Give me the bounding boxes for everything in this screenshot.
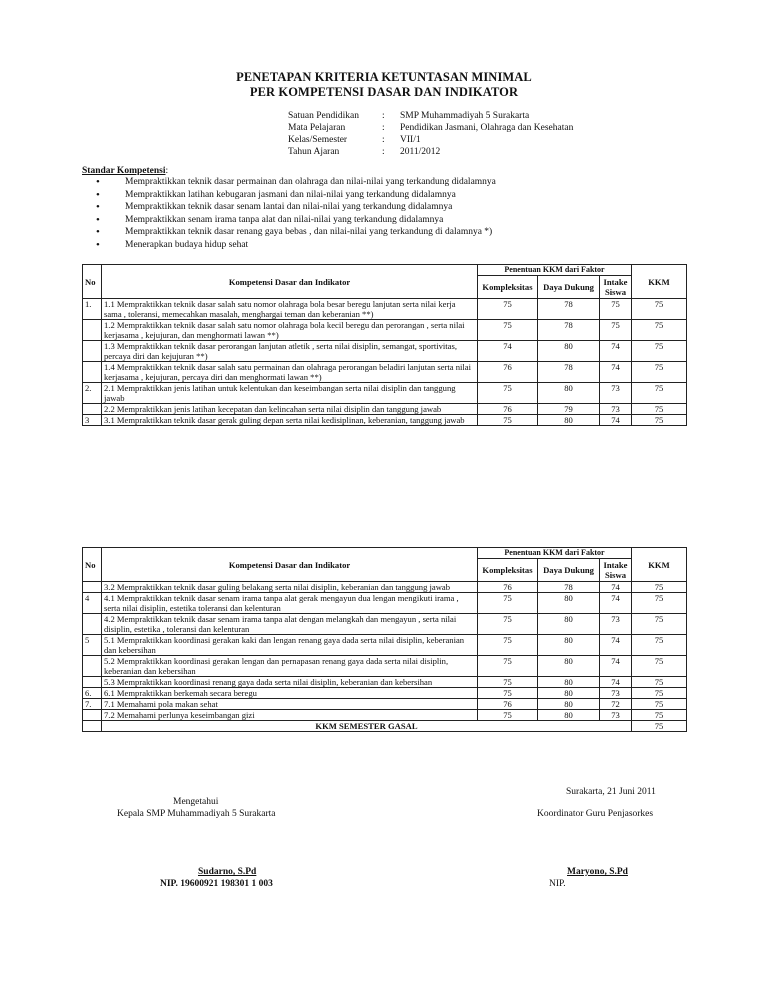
kkm-value: 75 xyxy=(632,677,687,688)
table-row xyxy=(83,677,687,688)
kd-text: 4.2 Mempraktikkan teknik dasar senam irama tanpa alat dengan melangkah dan mengayun , serta nilai disiplin, estetika , toleransi dan kelenturan xyxy=(102,614,478,635)
row-number: 7. xyxy=(83,699,102,710)
kkm-value: 75 xyxy=(632,362,687,383)
kompleksitas-value: 74 xyxy=(478,341,538,362)
daya-dukung-value: 80 xyxy=(538,341,600,362)
daya-dukung-value: 78 xyxy=(538,582,600,593)
kompleksitas-value: 75 xyxy=(478,614,538,635)
daya-dukung-value: 80 xyxy=(538,677,600,688)
kompleksitas-value: 76 xyxy=(478,699,538,710)
intake-value: 75 xyxy=(600,299,632,320)
kkm-value: 75 xyxy=(632,299,687,320)
kompleksitas-value: 75 xyxy=(478,710,538,721)
intake-value: 74 xyxy=(600,341,632,362)
kd-text: 1.2 Mempraktikkan teknik dasar salah satu nomor olahraga bola kecil beregu dan perorangan , serta nilai kerjasama , kejujuran, dan menghormati lawan **) xyxy=(102,320,478,341)
intake-value: 74 xyxy=(600,362,632,383)
table-row xyxy=(83,404,687,415)
daya-dukung-value: 78 xyxy=(538,362,600,383)
header-faktor: Penentuan KKM dari Faktor xyxy=(478,265,632,276)
kd-text: 2.1 Mempraktikkan jenis latihan untuk kelentukan dan keseimbangan serta nilai disiplin dan tanggung jawab xyxy=(102,383,478,404)
row-number xyxy=(83,710,102,721)
kd-text: 7.2 Memahami perlunya keseimbangan gizi xyxy=(102,710,478,721)
kkm-value: 75 xyxy=(632,415,687,426)
header-kkm: KKM xyxy=(632,265,687,299)
intake-value: 75 xyxy=(600,320,632,341)
row-number: 6. xyxy=(83,688,102,699)
header-daya-dukung: Daya Dukung xyxy=(538,276,600,299)
signatory-1-nip: NIP. 19600921 198301 1 003 xyxy=(160,879,273,889)
intake-value: 74 xyxy=(600,656,632,677)
table-row xyxy=(83,299,687,320)
kompleksitas-value: 75 xyxy=(478,383,538,404)
kkm-value: 75 xyxy=(632,404,687,415)
document-title: PENETAPAN KRITERIA KETUNTASAN MINIMAL xyxy=(236,70,532,84)
header-kkm: KKM xyxy=(632,548,687,582)
daya-dukung-value: 80 xyxy=(538,415,600,426)
kkm-table-1 xyxy=(82,264,687,426)
daya-dukung-value: 79 xyxy=(538,404,600,415)
kd-text: 5.1 Mempraktikkan koordinasi gerakan kaki dan lengan renang gaya dada serta nilai disiplin, keberanian dan kebersihan xyxy=(102,635,478,656)
daya-dukung-value: 78 xyxy=(538,320,600,341)
intake-value: 74 xyxy=(600,677,632,688)
table-row xyxy=(83,415,687,426)
kompleksitas-value: 76 xyxy=(478,362,538,383)
kompleksitas-value: 76 xyxy=(478,582,538,593)
mengetahui-label: Mengetahui xyxy=(173,797,219,807)
kd-text: 7.1 Memahami pola makan sehat xyxy=(102,699,478,710)
header-no: No xyxy=(83,548,102,582)
signatory-1-name: Sudarno, S.Pd xyxy=(198,867,257,877)
meta-row: Kelas/Semester : VII/1 xyxy=(288,135,421,145)
kkm-value: 75 xyxy=(632,320,687,341)
header-no: No xyxy=(83,265,102,299)
intake-value: 73 xyxy=(600,688,632,699)
semester-value: 75 xyxy=(632,721,687,732)
row-number xyxy=(83,341,102,362)
table-row xyxy=(83,614,687,635)
table-row xyxy=(83,362,687,383)
kkm-value: 75 xyxy=(632,614,687,635)
intake-value: 72 xyxy=(600,699,632,710)
list-item: • Mempraktikkan senam irama tanpa alat dan nilai-nilai yang terkandung didalamnya xyxy=(82,214,496,227)
intake-value: 74 xyxy=(600,635,632,656)
kompleksitas-value: 75 xyxy=(478,415,538,426)
daya-dukung-value: 80 xyxy=(538,614,600,635)
kompleksitas-value: 75 xyxy=(478,656,538,677)
kkm-value: 75 xyxy=(632,656,687,677)
kd-text: 4.1 Mempraktikkan teknik dasar senam irama tanpa alat gerak mengayun dua lengan mengikuti irama , serta nilai disiplin, estetika toleransi dan kelenturan xyxy=(102,593,478,614)
kd-text: 6.1 Mempraktikkan berkemah secara beregu xyxy=(102,688,478,699)
kd-text: 3.2 Mempraktikkan teknik dasar guling belakang serta nilai disiplin, keberanian dan tanggung jawab xyxy=(102,582,478,593)
list-item: • Menerapkan budaya hidup sehat xyxy=(82,239,496,252)
table-row xyxy=(83,699,687,710)
list-item: • Mempraktikkan teknik dasar renang gaya bebas , dan nilai-nilai yang terkandung di dalamnya *) xyxy=(82,226,496,239)
intake-value: 74 xyxy=(600,593,632,614)
kompleksitas-value: 75 xyxy=(478,688,538,699)
kepala-label: Kepala SMP Muhammadiyah 5 Surakarta xyxy=(117,809,276,819)
kd-text: 5.3 Mempraktikkan koordinasi renang gaya dada serta nilai disiplin, keberanian dan kebersihan xyxy=(102,677,478,688)
kd-text: 1.3 Mempraktikkan teknik dasar perorangan lanjutan atletik , serta nilai disiplin, semangat, sportivitas, percaya diri dan kejujuran **) xyxy=(102,341,478,362)
kkm-table-2 xyxy=(82,547,687,732)
signatory-2-name: Maryono, S.Pd xyxy=(567,867,628,877)
header-kd: Kompetensi Dasar dan Indikator xyxy=(102,265,478,299)
table-row xyxy=(83,710,687,721)
header-intake: Intake Siswa xyxy=(600,276,632,299)
table-row xyxy=(83,688,687,699)
kompleksitas-value: 75 xyxy=(478,677,538,688)
row-number xyxy=(83,614,102,635)
header-kompleksitas: Kompleksitas xyxy=(478,276,538,299)
intake-value: 74 xyxy=(600,415,632,426)
semester-label: KKM SEMESTER GASAL xyxy=(102,721,632,732)
kd-text: 1.4 Mempraktikkan teknik dasar salah satu permainan dan olahraga perorangan beladiri lanjutan serta nilai kerjasama , kejujuran, percaya diri dan menghormati lawan **) xyxy=(102,362,478,383)
row-number xyxy=(83,677,102,688)
daya-dukung-value: 80 xyxy=(538,635,600,656)
table-row xyxy=(83,635,687,656)
row-number: 1. xyxy=(83,299,102,320)
header-faktor: Penentuan KKM dari Faktor xyxy=(478,548,632,559)
kompleksitas-value: 75 xyxy=(478,635,538,656)
row-number xyxy=(83,404,102,415)
identity-block xyxy=(288,110,573,158)
daya-dukung-value: 80 xyxy=(538,699,600,710)
row-number: 3 xyxy=(83,415,102,426)
intake-value: 73 xyxy=(600,404,632,415)
list-item: • Mempraktikkan teknik dasar senam lantai dan nilai-nilai yang terkandung didalamnya xyxy=(82,201,496,214)
standar-kompetensi: Standar Kompetensi: • Mempraktikkan teknik dasar permainan dan olahraga dan nilai-nilai yang terkandung didalamnya • Mempraktikkan latihan kebugaran jasmani dan nilai-nilai yang terkandung didalamnya • Mempraktikkan teknik dasar senam lantai dan nilai-nilai yang terkandung didalamnya • Mempraktikkan senam irama tanpa alat dan nilai-nilai yang terkandung didalamnya • Mempraktikkan teknik dasar renang gaya bebas , dan nilai-nilai yang terkandung di dalamnya *) • Menerapkan budaya hidup sehat xyxy=(82,166,496,252)
row-number xyxy=(83,320,102,341)
header-kompleksitas: Kompleksitas xyxy=(478,559,538,582)
kkm-value: 75 xyxy=(632,593,687,614)
kompleksitas-value: 75 xyxy=(478,299,538,320)
document-subtitle: PER KOMPETENSI DASAR DAN INDIKATOR xyxy=(249,85,519,99)
daya-dukung-value: 80 xyxy=(538,688,600,699)
sk-heading: Standar Kompetensi xyxy=(82,166,166,176)
header-kd: Kompetensi Dasar dan Indikator xyxy=(102,548,478,582)
kompleksitas-value: 76 xyxy=(478,404,538,415)
table-row xyxy=(83,383,687,404)
row-number xyxy=(83,362,102,383)
intake-value: 73 xyxy=(600,614,632,635)
kkm-value: 75 xyxy=(632,383,687,404)
intake-value: 74 xyxy=(600,582,632,593)
kompleksitas-value: 75 xyxy=(478,593,538,614)
kkm-value: 75 xyxy=(632,699,687,710)
table-row xyxy=(83,656,687,677)
sk-list xyxy=(82,176,496,252)
koordinator-label: Koordinator Guru Penjasorkes xyxy=(537,809,654,819)
kd-text: 5.2 Mempraktikkan koordinasi gerakan lengan dan pernapasan renang gaya dada serta nilai disiplin, keberanian dan kebersihan xyxy=(102,656,478,677)
kd-text: 2.2 Mempraktikkan jenis latihan kecepatan dan kelincahan serta nilai disiplin dan tanggung jawab xyxy=(102,404,478,415)
table-row xyxy=(83,341,687,362)
place-date: Surakarta, 21 Juni 2011 xyxy=(566,787,656,797)
kkm-value: 75 xyxy=(632,635,687,656)
kkm-value: 75 xyxy=(632,582,687,593)
kkm-value: 75 xyxy=(632,341,687,362)
kkm-value: 75 xyxy=(632,688,687,699)
row-number xyxy=(83,656,102,677)
semester-row xyxy=(83,721,687,732)
row-number: 5 xyxy=(83,635,102,656)
signatory-2-nip: NIP. xyxy=(549,879,566,889)
list-item: • Mempraktikkan latihan kebugaran jasmani dan nilai-nilai yang terkandung didalamnya xyxy=(82,189,496,202)
kd-text: 3.1 Mempraktikkan teknik dasar gerak guling depan serta nilai kedisiplinan, keberanian, tanggung jawab xyxy=(102,415,478,426)
intake-value: 73 xyxy=(600,710,632,721)
meta-row: Satuan Pendidikan : SMP Muhammadiyah 5 Surakarta xyxy=(288,111,530,121)
table-row xyxy=(83,320,687,341)
row-number xyxy=(83,582,102,593)
daya-dukung-value: 80 xyxy=(538,383,600,404)
kkm-value: 75 xyxy=(632,710,687,721)
table-row xyxy=(83,593,687,614)
daya-dukung-value: 80 xyxy=(538,593,600,614)
intake-value: 73 xyxy=(600,383,632,404)
daya-dukung-value: 78 xyxy=(538,299,600,320)
table-row xyxy=(83,582,687,593)
row-number: 2. xyxy=(83,383,102,404)
list-item: • Mempraktikkan teknik dasar permainan dan olahraga dan nilai-nilai yang terkandung didalamnya xyxy=(82,176,496,189)
meta-row: Mata Pelajaran : Pendidikan Jasmani, Olahraga dan Kesehatan xyxy=(288,123,574,133)
header-intake: Intake Siswa xyxy=(600,559,632,582)
header-daya-dukung: Daya Dukung xyxy=(538,559,600,582)
kompleksitas-value: 75 xyxy=(478,320,538,341)
daya-dukung-value: 80 xyxy=(538,656,600,677)
meta-row: Tahun Ajaran : 2011/2012 xyxy=(288,147,441,157)
kd-text: 1.1 Mempraktikkan teknik dasar salah satu nomor olahraga bola besar beregu lanjutan serta nilai kerja sama , toleransi, memecahkan masalah, menghargai teman dan keberanian **) xyxy=(102,299,478,320)
row-number: 4 xyxy=(83,593,102,614)
daya-dukung-value: 80 xyxy=(538,710,600,721)
